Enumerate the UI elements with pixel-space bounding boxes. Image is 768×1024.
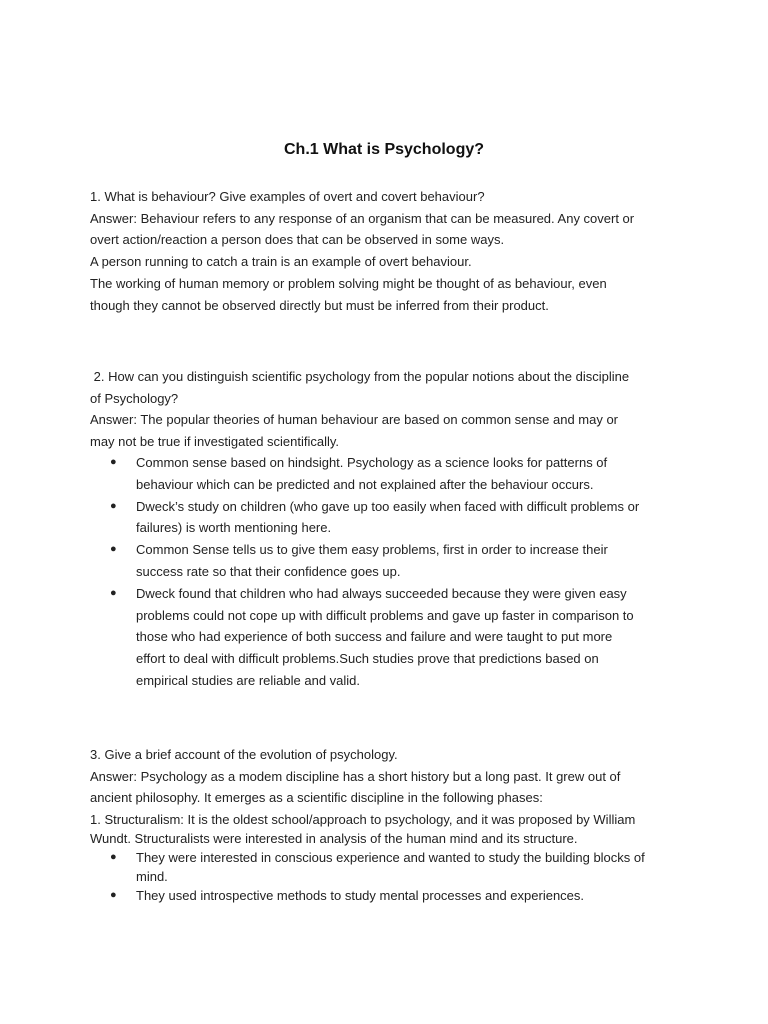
q1-line: A person running to catch a train is an example of overt behaviour. <box>90 254 472 270</box>
list-item <box>110 539 690 583</box>
bullet-line: failures) is worth mentioning here. <box>136 520 332 536</box>
question-3 <box>90 744 680 809</box>
q2-line: 2. How can you distinguish scientific psychology from the popular notions about the discipline <box>90 369 630 384</box>
bullet-icon: ● <box>110 851 117 863</box>
bullet-line: success rate so that their confidence goes up. <box>136 563 401 579</box>
q1-line: Answer: Behaviour refers to any response of an organism that can be measured. Any covert or <box>90 210 635 226</box>
q2-bullet-list <box>110 452 690 692</box>
q2-line: may not be true if investigated scientifically. <box>90 434 340 450</box>
page-title: Ch.1 What is Psychology? <box>283 141 485 158</box>
q3-line: Answer: Psychology as a modem discipline has a short history but a long past. It grew out of <box>90 768 621 784</box>
q1-line: though they cannot be observed directly but must be inferred from their product. <box>90 297 549 313</box>
list-item <box>110 886 690 905</box>
bullet-line: They were interested in conscious experience and wanted to study the building blocks of <box>136 850 645 865</box>
q2-line: of Psychology? <box>90 390 179 406</box>
list-item <box>110 496 690 540</box>
bullet-icon: ● <box>110 499 117 512</box>
q1-line: 1. What is behaviour? Give examples of overt and covert behaviour? <box>90 189 485 204</box>
bullet-line: Dweck found that children who had always succeeded because they were given easy <box>136 585 627 601</box>
bullet-line: Dweck’s study on children (who gave up too easily when faced with difficult problems or <box>136 498 640 514</box>
bullet-icon: ● <box>110 543 117 556</box>
bullet-line: mind. <box>136 869 168 884</box>
bullet-icon: ● <box>110 456 117 468</box>
bullet-line: They used introspective methods to study mental processes and experiences. <box>136 888 585 903</box>
bullet-line: behaviour which can be predicted and not explained after the behaviour occurs. <box>136 476 594 492</box>
list-item <box>110 848 690 886</box>
question-1 <box>90 186 680 316</box>
list-item <box>110 583 690 692</box>
list-item <box>110 452 690 496</box>
bullet-line: Common sense based on hindsight. Psychology as a science looks for patterns of <box>136 455 608 470</box>
q1-line: The working of human memory or problem solving might be thought of as behaviour, even <box>90 275 607 291</box>
bullet-line: problems could not cope up with difficult problems and gave up faster in comparison to <box>136 607 634 623</box>
q1-line: overt action/reaction a person does that can be observed in some ways. <box>90 232 505 248</box>
bullet-icon: ● <box>110 889 117 901</box>
q3-line: 3. Give a brief account of the evolution of psychology. <box>90 747 398 762</box>
bullet-line: Common Sense tells us to give them easy problems, first in order to increase their <box>136 542 608 558</box>
q3-bullet-list <box>110 848 690 905</box>
bullet-icon: ● <box>110 586 117 599</box>
q2-line: Answer: The popular theories of human behaviour are based on common sense and may or <box>90 412 619 428</box>
q3-line: 1. Structuralism: It is the oldest school/approach to psychology, and it was proposed by William <box>90 812 636 827</box>
bullet-line: empirical studies are reliable and valid. <box>136 672 361 688</box>
q3-line: ancient philosophy. It emerges as a scientific discipline in the following phases: <box>90 790 543 806</box>
question-2 <box>90 366 680 453</box>
bullet-line: those who had experience of both success and failure and were taught to put more <box>136 629 613 645</box>
question-3-structuralism <box>90 810 680 848</box>
q3-line: Wundt. Structuralists were interested in analysis of the human mind and its structure. <box>90 831 578 846</box>
bullet-line: effort to deal with difficult problems.Such studies prove that predictions based on <box>136 651 599 667</box>
